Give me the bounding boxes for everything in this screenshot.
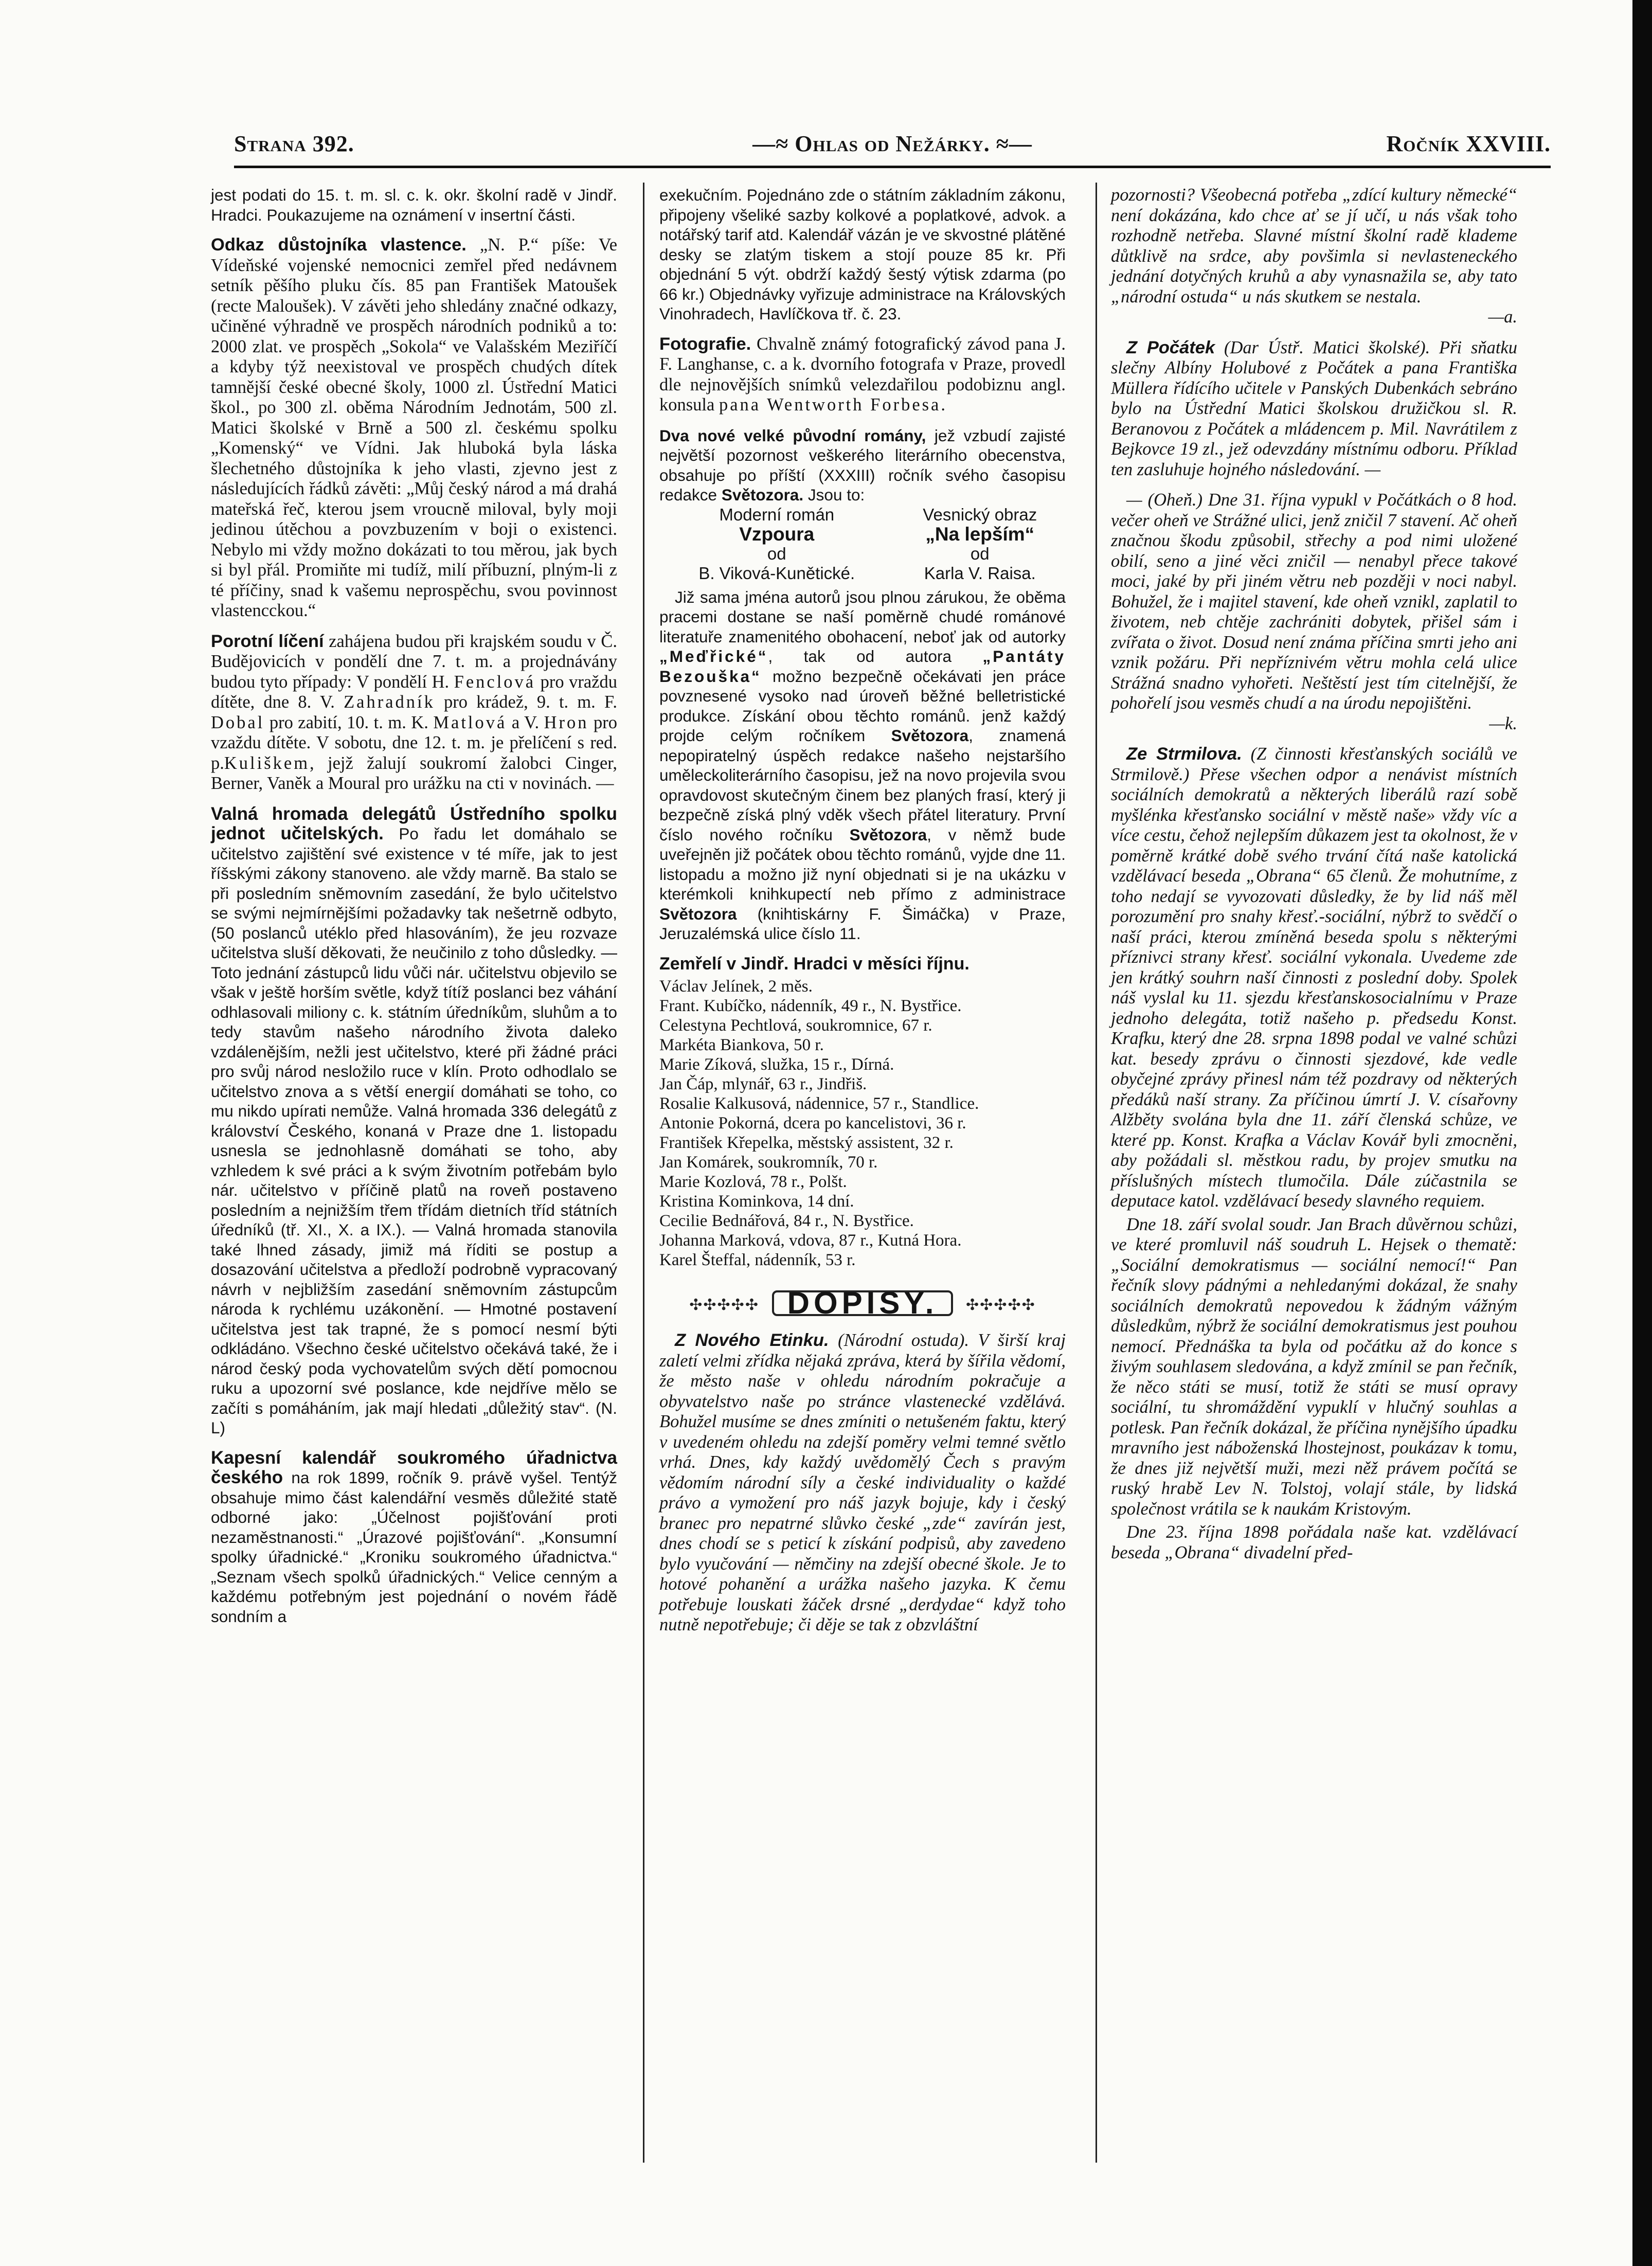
novel-title: Vzpoura: [739, 523, 815, 545]
letter-strmilov-3: Dne 23. října 1898 pořádala naše kat. vzdělávací beseda „Obrana“ divadelní před-: [1111, 1522, 1517, 1562]
article-continuation: exekučním. Pojednáno zde o státním základním zákonu, připojeny všeliké sazby kolkové a poplatkové, advok. a notářský tarif atd. Kalendář vázán je ve skvostné plátěné desky se zlatým tiskem a stojí pouze 85 kr. Při objednání 5 výt. obdrží každý šestý výtisk zdarma (po 66 kr.) Objednávky vyřizuje administrace na Královských Vinohradech, Havlíčkova tř. č. 23.: [659, 186, 1066, 323]
novel-author: Karla V. Raisa.: [924, 563, 1036, 583]
death-entry: Frant. Kubíčko, nádenník, 49 r., N. Bystřice.: [659, 996, 962, 1015]
column-2: [659, 185, 1066, 1646]
death-list: [659, 977, 1066, 1270]
column-3: [1111, 185, 1517, 1573]
article-heading: Odkaz důstojníka vlastence.: [211, 235, 466, 255]
article-heading: Z Počátek: [1126, 337, 1215, 357]
death-register: [659, 954, 1066, 1270]
article-body: na rok 1899, ročník 9. právě vyšel. Tentýž obsahuje mimo část kalendářní vesměs důležité statě odborné jako: „Účelnost pojišťování proti nezaměstnanosti.“ „Úrazové pojišťování“. „Konsumní spolky úřadnické.“ „Kroniku soukromého úřadnictva.“ „Seznam všech spolků úřadnických.“ Velice cenným a každému potřebným jest pojednání o novém řádě sondním a: [211, 1468, 617, 1626]
death-entry: Karel Šteffal, nádenník, 53 r.: [659, 1250, 856, 1269]
ornament-right-icon: ✣✣✣✣✣: [966, 1296, 1036, 1314]
page-number: Strana 392.: [234, 131, 354, 156]
volume-label: Ročník XXVIII.: [1386, 131, 1551, 156]
article-heading: Dva nové velké původní romány,: [659, 426, 926, 445]
signature: —a.: [1488, 307, 1517, 327]
novel-od: od: [970, 544, 990, 563]
death-entry: Jan Komárek, soukromník, 70 r.: [659, 1153, 878, 1172]
article-heading: Porotní líčení: [211, 631, 324, 651]
journal-title: —≈ Ohlas od Nežárky. ≈—: [752, 131, 1032, 156]
death-entry: Celestyna Pechtlová, soukromnice, 67 r.: [659, 1016, 932, 1035]
death-entry: Jan Čáp, mlynář, 63 r., Jindřiš.: [659, 1074, 867, 1093]
header-rule: [234, 166, 1551, 168]
section-banner: [659, 1285, 1066, 1320]
article-porotni: Porotní líčení zahájena budou při krajském soudu v Č. Budějovicích v pondělí dne 7. t. m. a projednávány budou tyto případy: V pondělí H. Fenclová pro vraždu dítěte, dne 8. V. Zahradník pro krádež, 9. t. m. F. Dobal pro zabití, 10. t. m. K. Matlová a V. Hron pro vzaždu dítěte. V sobotu, dne 12. t. m. je přelíčení s red. p.Kuliškem, jejž žalují soukromí žalobci Cinger, Berner, Vaněk a Moural pro urážku na cti v novinách. —: [211, 631, 618, 793]
death-entry: Václav Jelínek, 2 měs.: [659, 977, 813, 996]
page-header: [234, 127, 1551, 163]
novel-title: „Na lepším“: [925, 523, 1035, 545]
death-entry: Johanna Marková, vdova, 87 r., Kutná Hora.: [659, 1231, 962, 1250]
article-body: V širší kraj zaletí velmi zřídka nějaká zpráva, která by šířila vědomí, že město naše v ohledu národním pokračuje a obyvatelstvo naše po stránce vlastenecké vzdělává. Bohužel musíme se dnes zmíniti o netušeném faktu, který v uvedeném ohledu na zdejší poměry velmi temné světlo vrhá. Dnes, kdy každý uvědomělý Čech s pravým vědomím národní síly a české individuality o každé právo a vymožení pro náš jazyk bojuje, kdy i český branec pro nepatrné slůvko české „zde“ zavírán jest, dnes chodí se s peticí k získání podpisů, aby zavedeno bylo vyučování — němčiny na zdejší obecné škole. Je to hotové pohanění a urážka našeho jazyka. K čemu potřebuje louskati žáček drsné „derdydae“ když toho nutně nepotřebuje; či děje se tak z obzvláštní: [659, 1330, 1066, 1634]
column-1: [211, 185, 617, 1636]
article-body: Po řadu let domáhalo se učitelstvo zajištění své existence v té míře, jak to jest říšskými zákony stanoveno. ale vždy marně. Ba stalo se při posledním sněmovním zasedání, že bylo učitelstvo se svými nejmírnějšími požadavky tak nešetrně odbyto, (50 poslanců utéklo před hlasováním), že jeu rozvaze učitelstva sluší děkovati, že neučinilo z toho důsledky. — Toto jednání zástupců lidu vůči nár. učitelstvu objevilo se však v ještě horším světle, když títíž poslanci bez váhání odhlasovali miliony c. k. státním úředníkům, sluhům a to tedy stavům našeho národního života daleko vzdálenějším, nežli jest učitelstvo, které při žádné práci pro svůj národ nesložilo ruce v klín. Proto odhodlalo se učitelstvo znova a s větší energií domáhati se toho, co mu nikdo upírati nemůže. Valná hromada 336 delegátů z království Českého, konaná v Praze dne 1. listopadu usnesla se jednohlasně domáhati se toho, aby vzhledem k své práci a k svým životním potřebám bylo nár. učitelstvo v příčině platů na roveň postaveno posledním a nejnižším třem třídám dietních tříd státních úředníků (tř. XI., X. a IX.). — Valná hromada stanovila také lhned zásady, jimiž má říditi se postup a dosazování učitelstva a předloží podrobně vypracovaný návrh v nejbližším zasedání sněmovním zástupcům národa k rychlému uzákonění. — Hmotné postavení učitelstva jest tak trapné, že s pomocí nesmí býti odkládáno. Všechno české učitelstvo očekává také, že i národ český poda vychovatelům svých dětí pomocnou ruku a upozorní své poslance, kde nejdříve mělo se začíti s pomáháním, jak mají hledati „důležitý stav“. (N. L): [211, 824, 617, 1437]
letter-strmilov: Ze Strmilova. (Z činnosti křesťanských sociálů ve Strmilově.) Přese všechen odpor a nenávist místních sociálních demokratů a některých liberálů razí sobě myšlénka křesťansko sociální v městě naše» vždy víc a více cestu, čehož nejlepším důkazem jest ta okolnost, že v poměrně krátké době svého trvání čítá naše katolická vzdělávací beseda „Obrana“ 65 členů. Že mohutníme, z toho nedají se vyvozovati důsledky, že by lid náš měl porozumění pro snahy křesť.-sociální, nýbrž to svědčí o naší práci, kterou zmíněná beseda spolu s některými příznivci strany křesť. sociální vykonala. Uvedeme zde jen krátký souhrn naší činnosti z poslední doby. Spolek náš vyslal ku 11. sjezdu křesťanskosocialnímu v Praze jednoho delegáta, totiž našeho p. předsedu Konst. Krafku, který dne 28. srpna 1898 podal ve valné schůzi kat. besedy zprávu o činnosti sjezdové, kde vedle obyčejné zprávy přinesl nám též pozdravy od některých předáků naší strany. Za příčinou úmrtí J. V. císařovny Alžběty svolána byla dne 11. září členská schůze, ve které pp. Konst. Krafka a Václav Kovář byli zmocněni, aby požádali sl. městkou radu, by projev smutku na příslušných místech tlumočila. Dále zúčastnila se deputace katol. vzdělávací besedy slavného requiem.: [1111, 744, 1517, 1211]
article-heading: Kapesní kalendář soukromého úřadnictva českého: [211, 1447, 617, 1487]
death-entry: Marie Kozlová, 78 r., Polšt.: [659, 1172, 847, 1191]
death-entry: Marie Zíková, služka, 15 r., Dírná.: [659, 1055, 894, 1074]
article-heading: Zemřelí v Jindř. Hradci v měsíci říjnu.: [659, 954, 969, 974]
novel-table: [659, 505, 1066, 583]
article-heading: Valná hromada delegátů Ústředního spolku jednot učitelských.: [211, 803, 617, 843]
article-heading: Ze Strmilova.: [1126, 744, 1242, 764]
article-kalendar: [211, 1448, 617, 1627]
ornament-left-icon: ✣✣✣✣✣: [689, 1296, 759, 1314]
column-separator: [643, 183, 644, 2163]
novel-od: od: [767, 544, 786, 563]
article-heading: Z Nového Etinku.: [675, 1330, 829, 1350]
article-heading: Fotografie.: [659, 334, 751, 354]
letter-ohen: — (Oheň.) Dne 31. října vypukl v Počátkách o 8 hod. večer oheň ve Strážné ulici, jenž zničil 7 stavení. Ač oheň značnou škodu způsobil, střechy a pod nimi uložené obilí, seno a jiné věci zničil — nenabyl přece takové moci, jaké by při jiném větru neb později v noci nabyl. Bohužel, že i majitel stavení, kde oheň vznikl, zaplatil to životem, neb chtěje zachrániti dobytek, přišel sám i zvířata o život. Dosud není známa příčina smrti jeho ani vznik požáru. Při nepříznivém větru mohla celá ulice Strážná snadno vyhořeti. Neštěstí jest tím citelnější, že pohořelí jsou vesměs chudí a na úrodu nepojištěni.: [1111, 490, 1517, 713]
letter-pocatek: Z Počátek (Dar Ústř. Matici školské). Při sňatku slečny Albíny Holubové z Počátek a pana Františka Müllera řídícího učitele v Panských Dubenkách sebráno bylo na Ústřední Matici školskou družičkou sl. R. Beranovou z Počátek a mládencem p. Mil. Navrátilem z Bejkovce 19 zl., jež odevzdány místnímu odboru. Příklad ten zasluhuje hojného následování. —: [1111, 337, 1518, 479]
article-romany: Dva nové velké původní romány, jež vzbudí zajisté největší pozornost veškerého literárního obecenstva, obsahuje po příští (XXXIII) ročník svého časopisu redakce Světozora. Jsou to: Moderní román Vesnický obraz Vzpoura „Na lepším“ od od B. Viková-Kunětické. Karla V. Raisa. Již sama jména autorů jsou plnou zárukou, že oběma pracemi dostane se naší poměrně chudé románové literatuře znamenitého obohacení, neboť jak od autorky „Meďřické“, tak od autora „Pantáty Bezouška“ možno bezpečně očekávati jen práce povznesené vysoko nad úroveň běžné belletristické produkce. Získání obou těchto románů. jenž každý projde celým ročníkem Světozora, znamená nepopiratelný úspěch redakce našeho nejstaršího uměleckoliterárního časopisu, jež na novo projevila svou opravdovost skutečným činem bez planých frasí, který ji bezpečně získá plný vděk všech přátel literatury. První číslo nového ročníku Světozora, v němž bude uveřejněn již počátek obou těchto románů, vyjde dne 11. listopadu a možno již nyní objednati si je na ukázku v kterémkoli knihkupectí neb přímo z administrace Světozora (knihtiskárny F. Šimáčka) v Praze, Jeruzalémská ulice číslo 11.: [659, 426, 1066, 943]
death-entry: Cecilie Bednářová, 84 r., N. Bystřice.: [659, 1211, 914, 1230]
section-title: DOPISY.: [772, 1290, 954, 1317]
article-odkaz: [211, 235, 617, 621]
death-entry: František Křepelka, městský assistent, 32 r.: [659, 1133, 954, 1152]
novel-genre: Vesnický obraz: [923, 505, 1037, 524]
letter-novy-etink: Z Nového Etinku. (Národní ostuda). V širší kraj zaletí velmi zřídka nějaká zpráva, která by šířila vědomí, že město naše v ohledu národním pokračuje a obyvatelstvo naše po stránce vlastenecké vzdělává. Bohužel musíme se dnes zmíniti o netušeném faktu, který v uvedeném ohledu na zdejší poměry velmi temné světlo vrhá. Dnes, kdy každý uvědomělý Čech s pravým vědomím národní síly a české individuality o každé právo a vymožení pro náš jazyk bojuje, kdy i český branec pro nepatrné slůvko české „zde“ zavírán jest, dnes chodí se s peticí k získání podpisů, aby zavedeno bylo vyučování — němčiny na zdejší obecné škole. Je to hotové pohanění a urážka našeho jazyka. K čemu potřebuje louskati žáček drsné „derdydae“ když toho nutně nepotřebuje; či děje se tak z obzvláštní: [659, 1330, 1066, 1634]
article-valna: [211, 804, 617, 1438]
letter-strmilov-2: Dne 18. září svolal soudr. Jan Brach důvěrnou schůzi, ve které promluvil náš soudruh L. Hejsek o thematě: „Sociální demokratismus — sociální nemocí!“ Pan řečník slovy pádnými a nehledanými dokázal, že snahy sociálních demokratů nepovedou k žádným vážným důsledkům, nýbrž že sociální demokratismus jest pouhou nemocí. Přednáška ta byla od počátku až do konce s živým souhlasem sledována, a když zmínil se pan řečník, že něco státi se musí, totiž že státi se musí opravy sociální, tu shromáždění vypuklí v hlučný souhlas a potlesk. Pan řečník dokázal, že příčina nynějšího úpadku mravního jest náboženská lhostejnost, poukázav k tomu, že dnes již největší muži, mezi něž právem počítá se ruský hrabě Lev N. Tolstoj, volají stále, by lidská společnost vrátila se k naukám Kristovým.: [1111, 1214, 1517, 1519]
article-body: „N. P.“ píše: Ve Vídeňské vojenské nemocnici zemřel před nedávnem setník pěšího pluku čís. 85 pan František Matoušek (recte Maloušek). V závěti jeho shledány značné odkazy, učiněné výhradně ve prospěch národních podniků a to: 2000 zlat. ve prospěch „Sokola“ ve Valašském Meziříčí a kdyby týž neexistoval ve prospěch chudých dítek tamnější české obecné školy, 1000 zl. Ústřední Matici škol., po 300 zl. oběma Národním Jednotám, 500 zl. Matici školské v Brně a 500 zl. českému spolku „Komenský“ ve Vídni. Jak hluboká byla láska šlechetného důstojníka k jeho vlasti, zjevno jest z následujících řádků závěti: „Můj český národ a má drahá mateřská řeč, kterou jsem vroucně miloval, byly moji jedinou útěchou a povzbuzením v boji o existenci. Nebylo mi vždy možno dokázati to tou měrou, jak bych si byl přál. Promiňte mi tudíž, milí příbuzní, plným-li z té příčiny, snad k vašemu neprospěchu, svou povinnost vlastencckou.“: [211, 235, 618, 620]
column-separator: [1096, 183, 1097, 2163]
scan-border: [1632, 0, 1652, 2266]
article-continuation: jest podati do 15. t. m. sl. c. k. okr. školní radě v Jindř. Hradci. Poukazujeme na oznámení v insertní části.: [211, 186, 617, 224]
signature: —k.: [1489, 713, 1517, 733]
letter-continuation: pozornosti? Všeobecná potřeba „zdící kultury německé“ není dokázána, kdo chce ať se jí učí, u nás však toho rozhodně netřeba. Slavné místní školní radě klademe důtklivě na srdce, aby povšimla si nevlasteneckého jednání dotyčných kruhů a aby vynasnažila se, aby tato „národní ostuda“ u nás skutkem se nestala.: [1111, 185, 1517, 307]
death-entry: Markéta Biankova, 50 r.: [659, 1035, 824, 1054]
article-fotografie: Fotografie. Chvalně známý fotografický závod pana J. F. Langhanse, c. a k. dvorního fotografa v Praze, provedl dle nejnovějších snímků velezdařilou podobiznu angl. konsula pana Wentworth Forbesa.: [659, 334, 1066, 415]
novel-genre: Moderní román: [719, 505, 835, 524]
novel-author: B. Viková-Kunětické.: [698, 563, 855, 583]
death-entry: Rosalie Kalkusová, nádennice, 57 r., Standlice.: [659, 1094, 979, 1113]
death-entry: Antonie Pokorná, dcera po kancelistovi, 36 r.: [659, 1113, 966, 1132]
death-entry: Kristina Kominkova, 14 dní.: [659, 1192, 854, 1211]
article-body: Již sama jména autorů jsou plnou zárukou, že oběma pracemi dostane se naší poměrně chudé románové literatuře znamenitého obohacení, neboť jak od autorky „Meďřické“, tak od autora „Pantáty Bezouška“ možno bezpečně očekávati jen práce povznesené vysoko nad úroveň běžné belletristické produkce. Získání obou těchto románů. jenž každý projde celým ročníkem Světozora, znamená nepopiratelný úspěch redakce našeho nejstaršího uměleckoliterárního časopisu, jež na novo projevila svou opravdovost skutečným činem bez planých frasí, který ji bezpečně získá plný vděk všech přátel literatury. První číslo nového ročníku Světozora, v němž bude uveřejněn již počátek obou těchto románů, vyjde dne 11. listopadu a možno již nyní objednati si je na ukázku v kterémkoli knihkupectí neb přímo z administrace Světozora (knihtiskárny F. Šimáčka) v Praze, Jeruzalémská ulice číslo 11.: [659, 587, 1066, 943]
